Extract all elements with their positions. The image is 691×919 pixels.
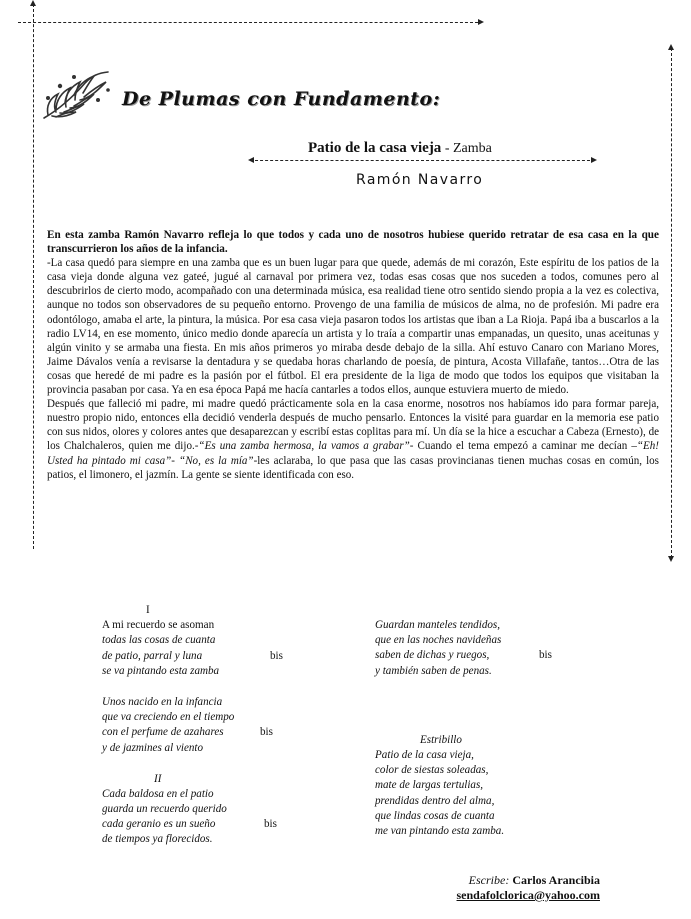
p2-quote-2: “Eh! Usted ha pintado mi casa”: [47, 440, 659, 467]
stanza-1-line: se va pintando esta zamba: [102, 664, 220, 677]
stanza-2-line: Unos nacido en la infancia: [102, 695, 223, 708]
feather-flourish-icon: [38, 68, 116, 128]
p2-text-c: -: [171, 454, 180, 467]
bis-mark: bis: [539, 649, 552, 662]
section-title: De Plumas con Fundamento:: [122, 88, 441, 110]
stanza-2-line-text: con el perfume de azahares: [102, 726, 224, 739]
chorus-line: color de siestas soleadas,: [375, 764, 489, 777]
chorus-line: prendidas dentro del alma,: [375, 794, 495, 807]
song-title: [308, 140, 492, 157]
stanza-3-line: [102, 817, 342, 832]
signature-name: Carlos Arancibia: [512, 873, 600, 887]
stanza-3-line: guarda un recuerdo querido: [102, 803, 227, 816]
p2-quote-1: “Es una zamba hermosa, la vamos a grabar”: [198, 440, 410, 453]
song-title-text: Patio de la casa vieja: [308, 140, 442, 156]
signature-email-link[interactable]: sendafolclorica@yahoo.com: [456, 888, 600, 902]
stanza-1-line: todas las cosas de cuanta: [102, 634, 216, 647]
article-paragraph-1: -La casa quedó para siempre en una zamba que es un buen lugar para que quede, además de mi corazón, Este espíritu de los patios de la casa vieja donde alguna vez gateé, jugué al carnaval por primera vez, todas esas cosas que nos suceden a todos, comunes pero al descubrirlos de cierto modo, acompañado con una determinada música, esa realidad tiene otro sentido siendo propia a la vez es colectiva, aunque no todos son observadores de su pequeño entorno. Provengo de una familia de músicos de alma, no de profesión. Mi padre era odontólogo, amaba el arte, la pintura, la música. Por esa casa vieja pasaron todos los artistas que iban a La Rioja. Papá iba a buscarlos a la radio LV14, en ese momento, único medio donde aparecía un artista y lo traía a compartir unas empanadas, un quesito, unas aceitunas y algún vinito y se armaba una fiesta. En mis años primeros yo miraba desde debajo de la silla. Ahí estuvo Canaro con Mariano Mores, Jaime Dávalos venía a revisarse la dentadura y se quedaba horas charlando de poesía, de pintura, Acosta Villafañe, tantos…Otra de las cosas que heredé de mi padre es la pasión por el fútbol. El era presidente de la liga de modo que todos los equipos que visitaban la provincia pasaban por casa. Ya en esa época Papá me hacía cantarles a todos ellos, aunque estuviera muerto de miedo.: [47, 257, 659, 397]
top-dashed-rule: [18, 22, 478, 23]
p2-text-a: Después que falleció mi padre, mi madre quedó prácticamente sola en la casa enorme, nosotros nos habíamos ido para formar pareja, nuestro propio nido, entonces ella decidió venderla después de mucho pensarlo. Entonces la visité para guardar en la memoria ese patio con sus nidos, olores y colores antes que desaparezcan y escribí estas coplitas para mí. Un día se la hice a escuchar a Cabeza (Ernesto), de los Chalchaleros, quien me dijo.-: [47, 398, 659, 453]
stanza-3-line: de tiempos ya florecidos.: [102, 833, 213, 846]
stanza-4-line: Guardan manteles tendidos,: [375, 619, 500, 631]
stanza-2-line: [102, 725, 342, 740]
signature-label: Escribe:: [468, 873, 510, 887]
song-title-arrow-rule: [250, 160, 595, 161]
stanza-1-heading: I: [146, 604, 150, 616]
chorus-line: que lindas cosas de cuanta: [375, 809, 495, 822]
p2-quote-3: “No, es la mía”: [179, 454, 254, 467]
right-dashed-rule: [671, 48, 672, 558]
bis-mark: bis: [270, 649, 283, 662]
chorus-heading: Estribillo: [420, 733, 462, 746]
lyrics-left-column: [102, 603, 342, 848]
lyrics-right-column: [375, 618, 615, 839]
stanza-2-line: que va creciendo en el tiempo: [102, 711, 235, 724]
left-dashed-rule: [33, 4, 34, 549]
song-author: Ramón Navarro: [356, 172, 484, 188]
stanza-4-line: que en las noches navideñas: [375, 634, 502, 647]
p2-text-d: -les aclaraba, lo que pasa que las casas provincianas tienen muchas cosas en común, los patios, el limonero, el jazmín. La gente se siente identificada con eso.: [47, 454, 659, 481]
chorus-line: mate de largas tertulias,: [375, 779, 484, 792]
stanza-4-line: [375, 648, 615, 663]
bis-mark: bis: [264, 818, 277, 831]
chorus-line: Patio de la casa vieja,: [375, 748, 474, 761]
stanza-1-line: [102, 649, 342, 664]
stanza-3-line-text: cada geranio es un sueño: [102, 818, 216, 831]
chorus-line: me van pintando esta zamba.: [375, 824, 505, 837]
stanza-1-line: A mi recuerdo se asoman: [102, 619, 215, 632]
song-genre: Zamba: [452, 141, 492, 156]
p2-text-b: - Cuando el tema empezó a caminar me decían –: [409, 440, 637, 453]
article-paragraph-2: [47, 397, 659, 482]
song-genre-separator: -: [441, 141, 453, 156]
signature-block: [457, 873, 600, 903]
article-lead: En esta zamba Ramón Navarro refleja lo que todos y cada uno de nosotros hubiese querido retratar de esa casa en la que transcurrieron los años de la infancia.: [47, 229, 659, 256]
stanza-2-line: y de jazmines al viento: [102, 741, 204, 754]
stanza-3-heading: II: [154, 772, 162, 785]
stanza-1-line-text: de patio, parral y luna: [102, 649, 203, 662]
article-body: [47, 228, 659, 482]
stanza-4-line-text: saben de dichas y ruegos,: [375, 649, 490, 662]
bis-mark: bis: [260, 726, 273, 739]
stanza-4-line: y también saben de penas.: [375, 664, 492, 677]
stanza-3-line: Cada baldosa en el patio: [102, 787, 214, 800]
